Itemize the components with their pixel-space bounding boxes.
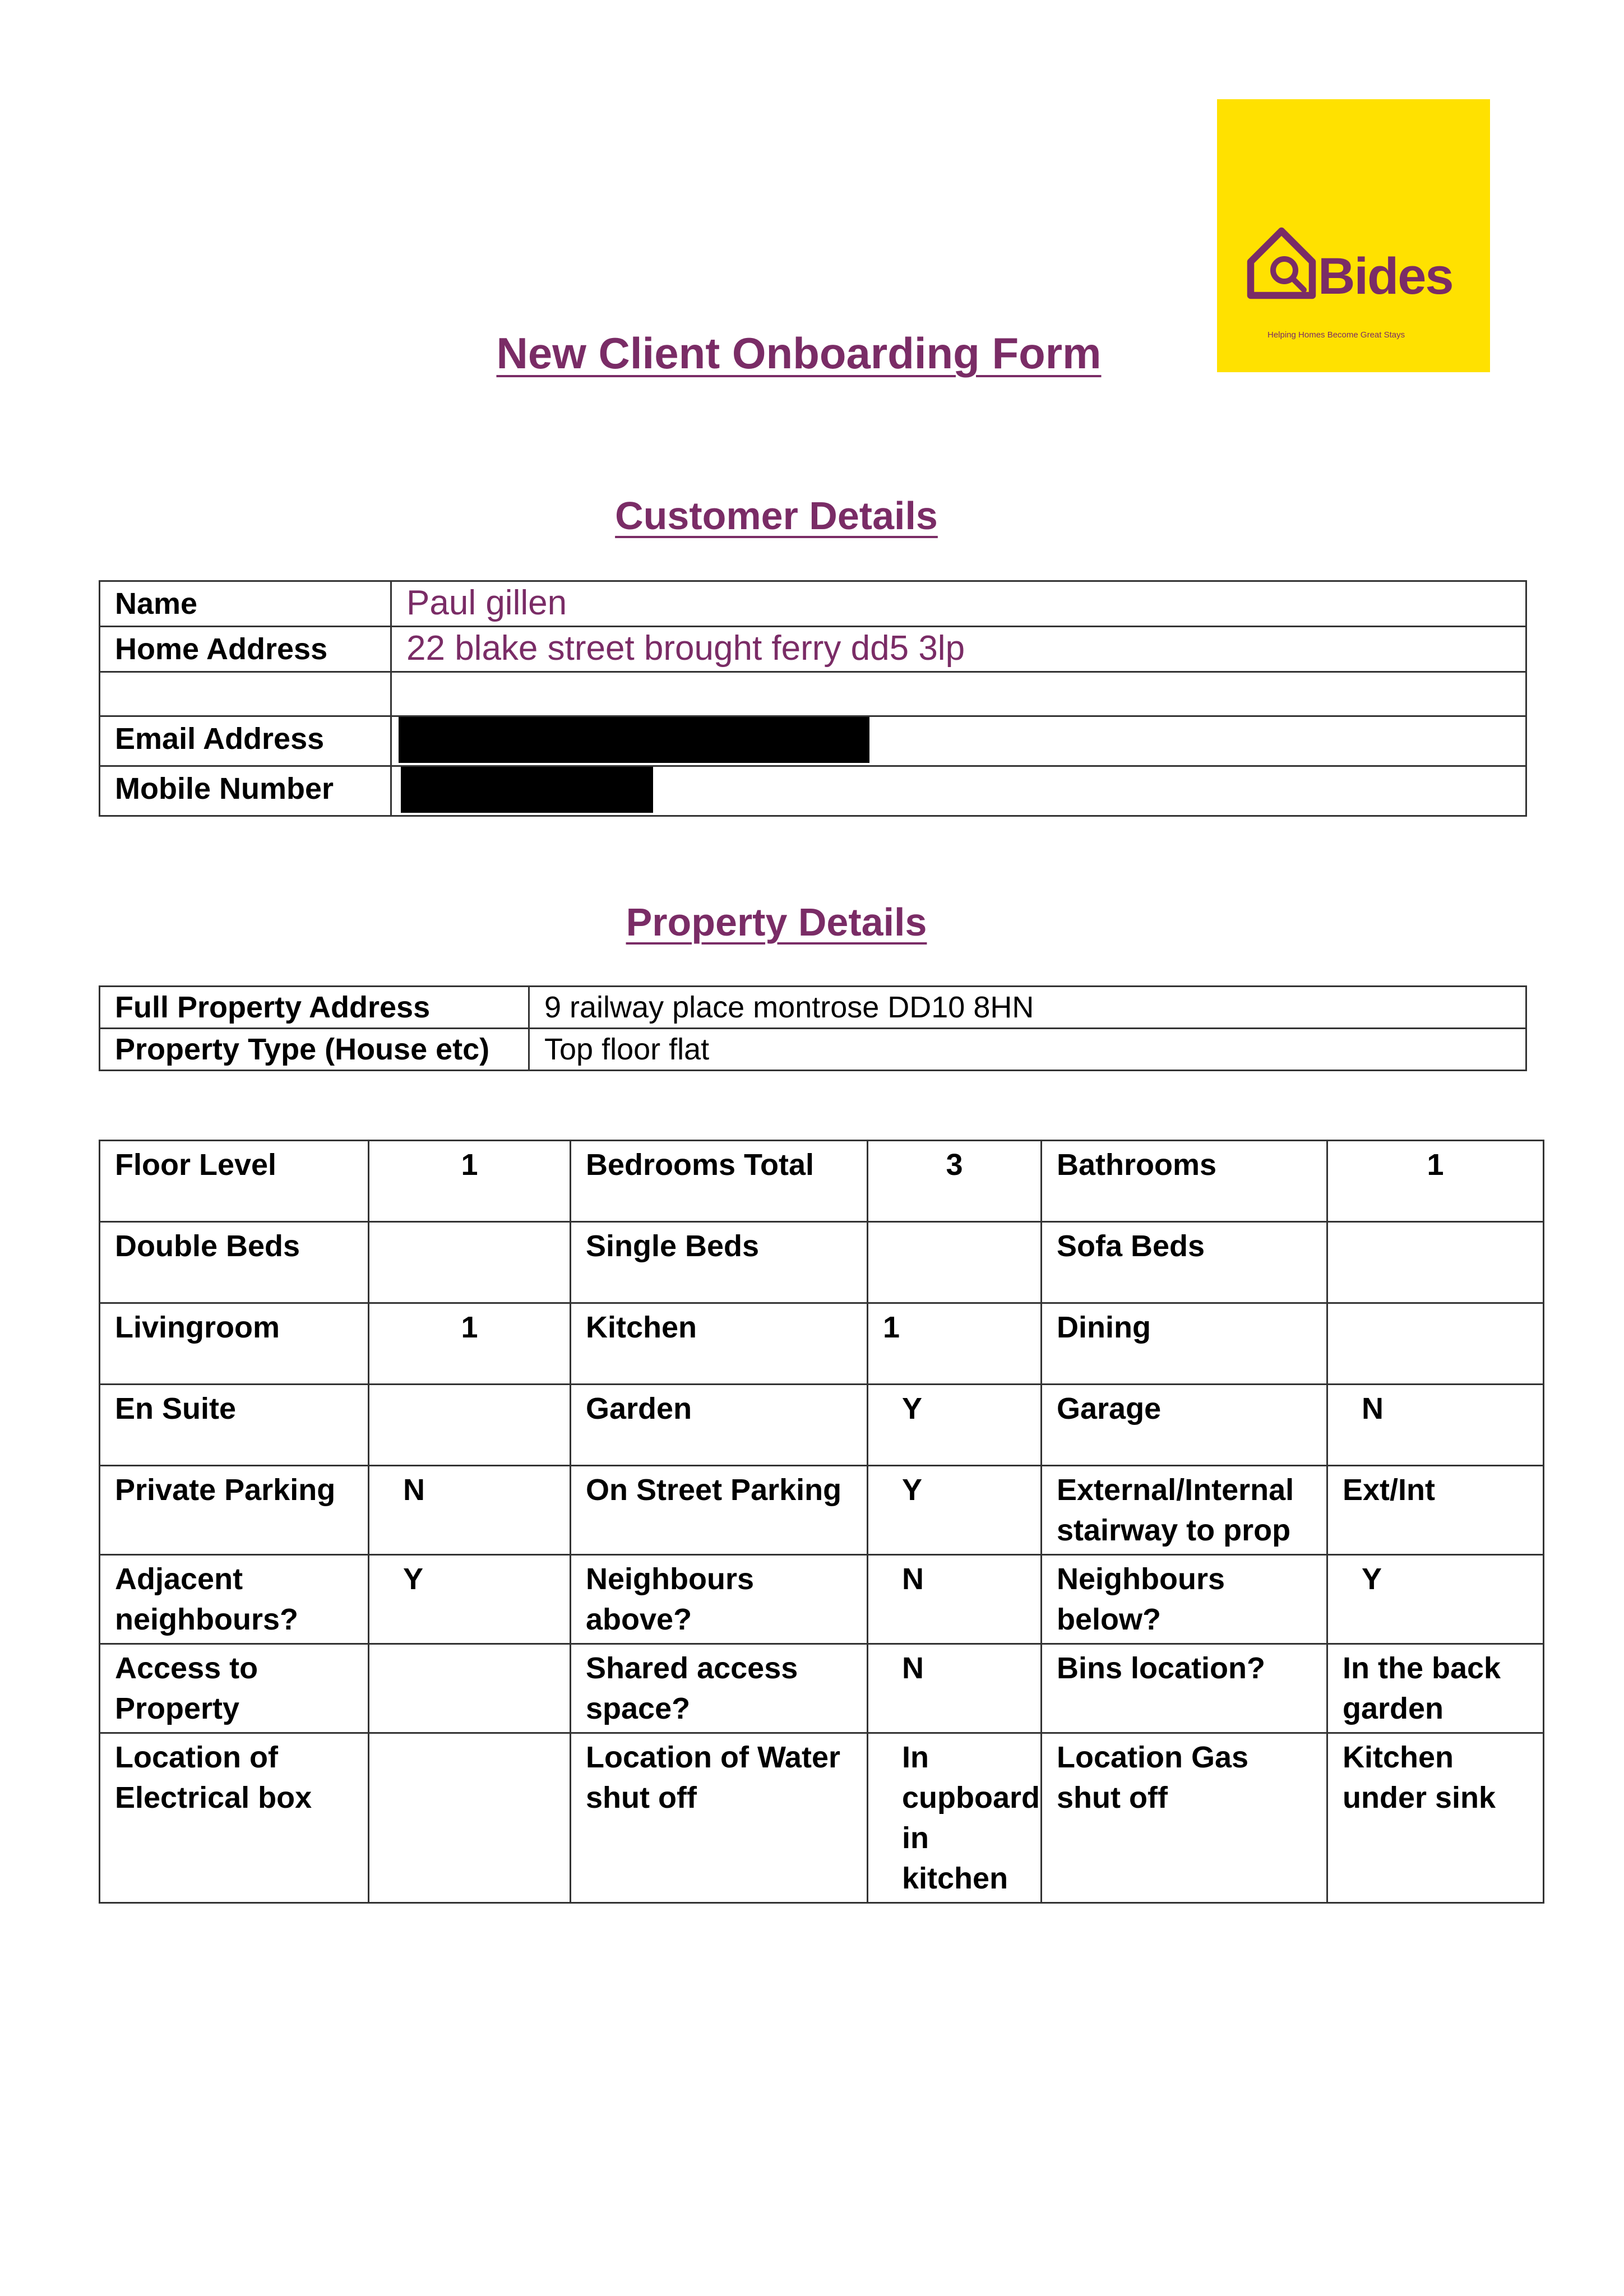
table-row [100,1385,1544,1466]
room-field-label: Double Beds [100,1222,369,1303]
room-field-value: N [1327,1385,1544,1466]
form-title: New Client Onboarding Form [496,328,1102,378]
room-field-value: In the back garden [1327,1644,1544,1733]
table-row [100,581,1526,627]
redaction-bar [399,717,869,763]
room-field-value: Y [868,1466,1042,1555]
room-field-value [369,1733,571,1903]
room-field-value: N [369,1466,571,1555]
property-details-table [99,985,1527,1071]
customer-details-table [99,580,1527,817]
table-row [100,1466,1544,1555]
room-field-label: Bins location? [1042,1644,1327,1733]
room-field-value: Y [868,1385,1042,1466]
table-row [100,1644,1544,1733]
property-type-label: Property Type (House etc) [100,1029,529,1071]
table-row [100,672,1526,716]
room-field-value: Y [1327,1555,1544,1644]
table-row [100,1555,1544,1644]
table-row [100,987,1526,1029]
room-field-value [369,1222,571,1303]
room-field-value: 1 [369,1303,571,1385]
room-field-label: Neighbours above? [571,1555,868,1644]
blank-label [100,672,391,716]
table-row [100,1222,1544,1303]
room-field-label: Kitchen [571,1303,868,1385]
room-field-value [369,1644,571,1733]
room-field-value: N [868,1644,1042,1733]
property-type-value: Top floor flat [529,1029,1526,1071]
full-property-address-label: Full Property Address [100,987,529,1029]
room-field-label: On Street Parking [571,1466,868,1555]
room-field-value [868,1222,1042,1303]
room-field-label: En Suite [100,1385,369,1466]
room-field-value: 1 [1327,1141,1544,1222]
room-field-value: 3 [868,1141,1042,1222]
room-field-label: Single Beds [571,1222,868,1303]
room-field-label: Private Parking [100,1466,369,1555]
room-field-label: Location Gas shut off [1042,1733,1327,1903]
room-details-table [99,1140,1544,1904]
room-field-label: Garden [571,1385,868,1466]
name-value: Paul gillen [391,581,1526,627]
room-field-label: Livingroom [100,1303,369,1385]
room-field-label: Location of Electrical box [100,1733,369,1903]
room-field-value: Kitchen under sink [1327,1733,1544,1903]
room-field-label: External/Internal stairway to prop [1042,1466,1327,1555]
room-field-label: Dining [1042,1303,1327,1385]
room-field-value: 1 [369,1141,571,1222]
mobile-label: Mobile Number [100,766,391,816]
full-property-address-value: 9 railway place montrose DD10 8HN [529,987,1526,1029]
house-search-icon [1242,220,1326,304]
redaction-bar [401,767,653,813]
table-row [100,1141,1544,1222]
room-field-label: Shared access space? [571,1644,868,1733]
table-row [100,716,1526,766]
room-field-value [369,1385,571,1466]
table-row [100,1303,1544,1385]
property-details-heading: Property Details [626,900,927,944]
email-label: Email Address [100,716,391,766]
room-field-label: Access to Property [100,1644,369,1733]
room-field-value: Ext/Int [1327,1466,1544,1555]
table-row [100,627,1526,672]
room-field-value [1327,1222,1544,1303]
home-address-label: Home Address [100,627,391,672]
room-field-value: 1 [868,1303,1042,1385]
room-field-value: In cupboard in kitchen [868,1733,1042,1903]
mobile-value [391,766,1526,816]
logo-wordmark: Bides [1318,248,1453,305]
name-label: Name [100,581,391,627]
room-field-value: Y [369,1555,571,1644]
table-row [100,1733,1544,1903]
room-field-label: Garage [1042,1385,1327,1466]
bides-logo [1217,99,1490,372]
home-address-value: 22 blake street brought ferry dd5 3lp [391,627,1526,672]
logo-tagline: Helping Homes Become Great Stays [1267,330,1405,340]
room-field-label: Location of Water shut off [571,1733,868,1903]
room-field-label: Neighbours below? [1042,1555,1327,1644]
room-field-label: Bedrooms Total [571,1141,868,1222]
table-row [100,766,1526,816]
email-value [391,716,1526,766]
room-field-label: Floor Level [100,1141,369,1222]
room-field-label: Sofa Beds [1042,1222,1327,1303]
room-field-label: Adjacent neighbours? [100,1555,369,1644]
blank-value [391,672,1526,716]
customer-details-heading: Customer Details [615,494,938,538]
table-row [100,1029,1526,1071]
room-field-value [1327,1303,1544,1385]
room-field-value: N [868,1555,1042,1644]
room-field-label: Bathrooms [1042,1141,1327,1222]
